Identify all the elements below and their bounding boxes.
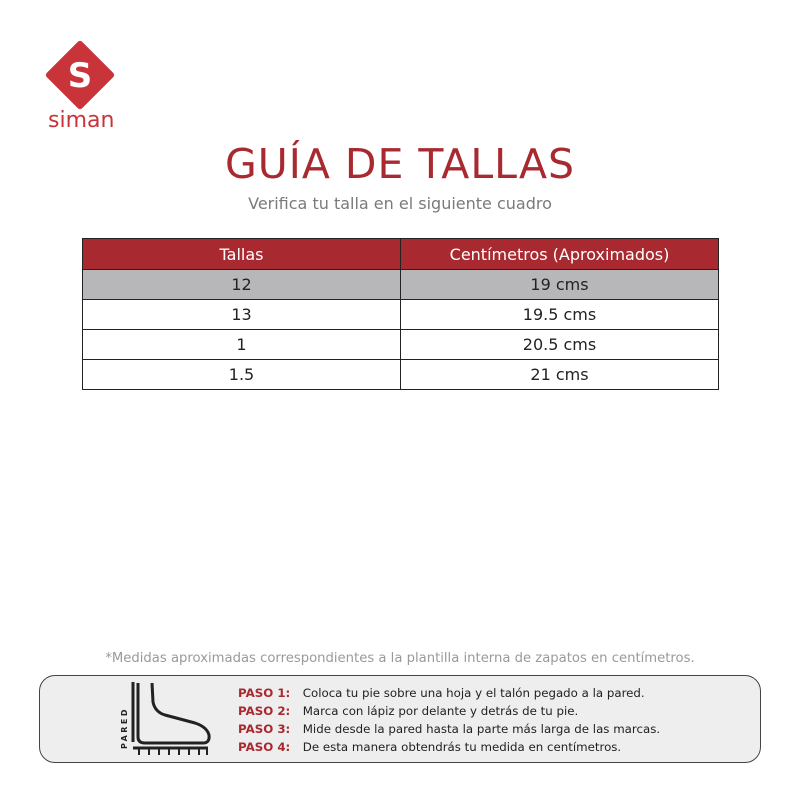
step-label: PASO 3: <box>238 722 291 736</box>
size-cell: 1.5 <box>83 360 401 390</box>
logo-letter: S <box>67 56 93 96</box>
cm-cell: 21 cms <box>401 360 719 390</box>
table-row <box>83 360 719 390</box>
step-2 <box>238 702 660 720</box>
cm-cell: 20.5 cms <box>401 330 719 360</box>
size-cell: 1 <box>83 330 401 360</box>
foot-against-wall-icon <box>115 680 215 756</box>
wall-label: PARED <box>120 706 129 750</box>
step-4 <box>238 738 660 756</box>
logo-wordmark: siman <box>48 108 115 133</box>
step-label: PASO 1: <box>238 686 291 700</box>
step-label: PASO 2: <box>238 704 291 718</box>
siman-logo <box>47 42 119 136</box>
page-subtitle: Verifica tu talla en el siguiente cuadro <box>248 194 552 213</box>
cm-cell: 19.5 cms <box>401 300 719 330</box>
table-row <box>83 330 719 360</box>
step-text: Coloca tu pie sobre una hoja y el talón pegado a la pared. <box>302 686 645 700</box>
column-header-size: Tallas <box>83 239 401 270</box>
table-row <box>83 270 719 300</box>
size-table <box>82 238 719 390</box>
step-text: Mide desde la pared hasta la parte más larga de las marcas. <box>302 722 661 736</box>
size-cell: 12 <box>83 270 401 300</box>
steps-list <box>238 684 660 756</box>
cm-cell: 19 cms <box>401 270 719 300</box>
column-header-cm: Centímetros (Aproximados) <box>401 239 719 270</box>
step-text: Marca con lápiz por delante y detrás de tu pie. <box>302 704 579 718</box>
step-label: PASO 4: <box>238 740 291 754</box>
table-header-row <box>83 239 719 270</box>
measurement-note: *Medidas aproximadas correspondientes a la plantilla interna de zapatos en centímetros. <box>105 651 695 666</box>
instructions-box <box>39 675 761 763</box>
size-cell: 13 <box>83 300 401 330</box>
page-title: GUÍA DE TALLAS <box>224 140 576 188</box>
step-3 <box>238 720 660 738</box>
table-row <box>83 300 719 330</box>
step-text: De esta manera obtendrás tu medida en centímetros. <box>302 740 622 754</box>
step-1 <box>238 684 660 702</box>
